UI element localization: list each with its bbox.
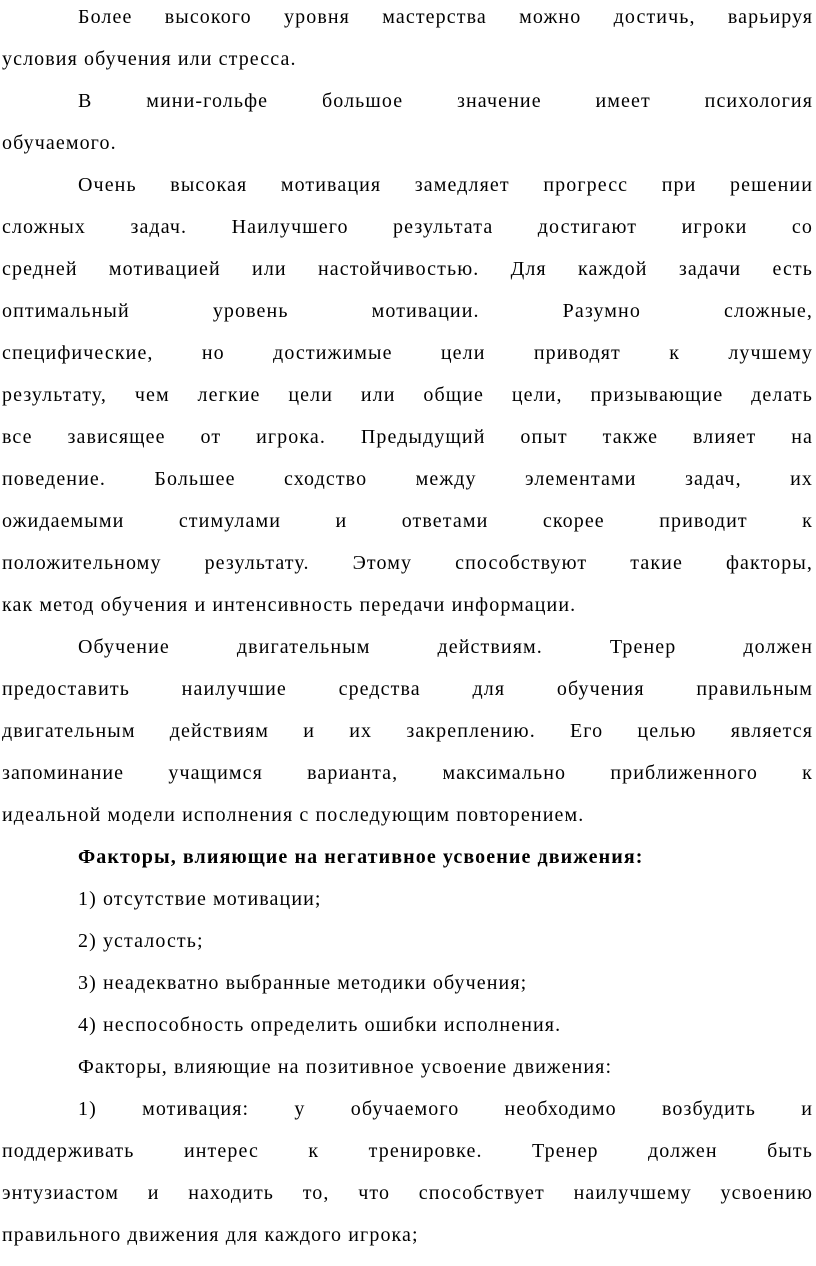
text-line: поддерживать интерес к тренировке. Тренер должен быть xyxy=(2,1140,813,1162)
text-line: сложных задач. Наилучшего результата достигают игроки со xyxy=(2,216,813,238)
text-line: результату, чем легкие цели или общие цели, призывающие делать xyxy=(2,384,813,406)
text-line: как метод обучения и интенсивность передачи информации. xyxy=(2,594,577,616)
text-line: 1) мотивация: у обучаемого необходимо возбудить и xyxy=(78,1098,813,1120)
text-line: энтузиастом и находить то, что способствует наилучшему усвоению xyxy=(2,1182,813,1204)
text-line: оптимальный уровень мотивации. Разумно сложные, xyxy=(2,300,813,322)
list-item xyxy=(2,920,813,962)
paragraph-psychology xyxy=(2,80,813,164)
text-line: специфические, но достижимые цели приводят к лучшему xyxy=(2,342,813,364)
text-line: средней мотивацией или настойчивостью. Для каждой задачи есть xyxy=(2,258,813,280)
text-line: положительному результату. Этому способствуют такие факторы, xyxy=(2,552,813,574)
text-line: Факторы, влияющие на позитивное усвоение движения: xyxy=(78,1056,613,1078)
text-line: Обучение двигательным действиям. Тренер должен xyxy=(78,636,813,658)
text-line: ожидаемыми стимулами и ответами скорее приводит к xyxy=(2,510,813,532)
paragraph-motivation xyxy=(2,164,813,626)
text-line: 4) неспособность определить ошибки исполнения. xyxy=(78,1014,562,1036)
text-line: все зависящее от игрока. Предыдущий опыт также влияет на xyxy=(2,426,813,448)
text-line: двигательным действиям и их закреплению. Его целью является xyxy=(2,720,813,742)
section-heading-positive xyxy=(2,1046,813,1088)
text-line: 2) усталость; xyxy=(78,930,204,952)
section-heading-negative xyxy=(2,836,813,878)
text-line: запоминание учащимся варианта, максимально приближенного к xyxy=(2,762,813,784)
list-item xyxy=(2,1004,813,1046)
text-line: правильного движения для каждого игрока; xyxy=(2,1224,419,1246)
text-line: идеальной модели исполнения с последующим повторением. xyxy=(2,804,585,826)
text-line: Более высокого уровня мастерства можно достичь, варьируя xyxy=(78,6,813,28)
heading-line: Факторы, влияющие на негативное усвоение движения: xyxy=(78,846,644,868)
text-line: поведение. Большее сходство между элементами задач, их xyxy=(2,468,813,490)
text-line: предоставить наилучшие средства для обучения правильным xyxy=(2,678,813,700)
paragraph-mastery xyxy=(2,0,813,80)
text-line: условия обучения или стресса. xyxy=(2,48,297,70)
text-line: 1) отсутствие мотивации; xyxy=(78,888,322,910)
list-item xyxy=(2,962,813,1004)
text-line: В мини-гольфе большое значение имеет психология xyxy=(78,90,813,112)
text-line: Очень высокая мотивация замедляет прогресс при решении xyxy=(78,174,813,196)
paragraph-positive-motivation xyxy=(2,1088,813,1256)
text-line: обучаемого. xyxy=(2,132,117,154)
text-line: 3) неадекватно выбранные методики обучения; xyxy=(78,972,528,994)
list-item xyxy=(2,878,813,920)
paragraph-motor-learning xyxy=(2,626,813,836)
